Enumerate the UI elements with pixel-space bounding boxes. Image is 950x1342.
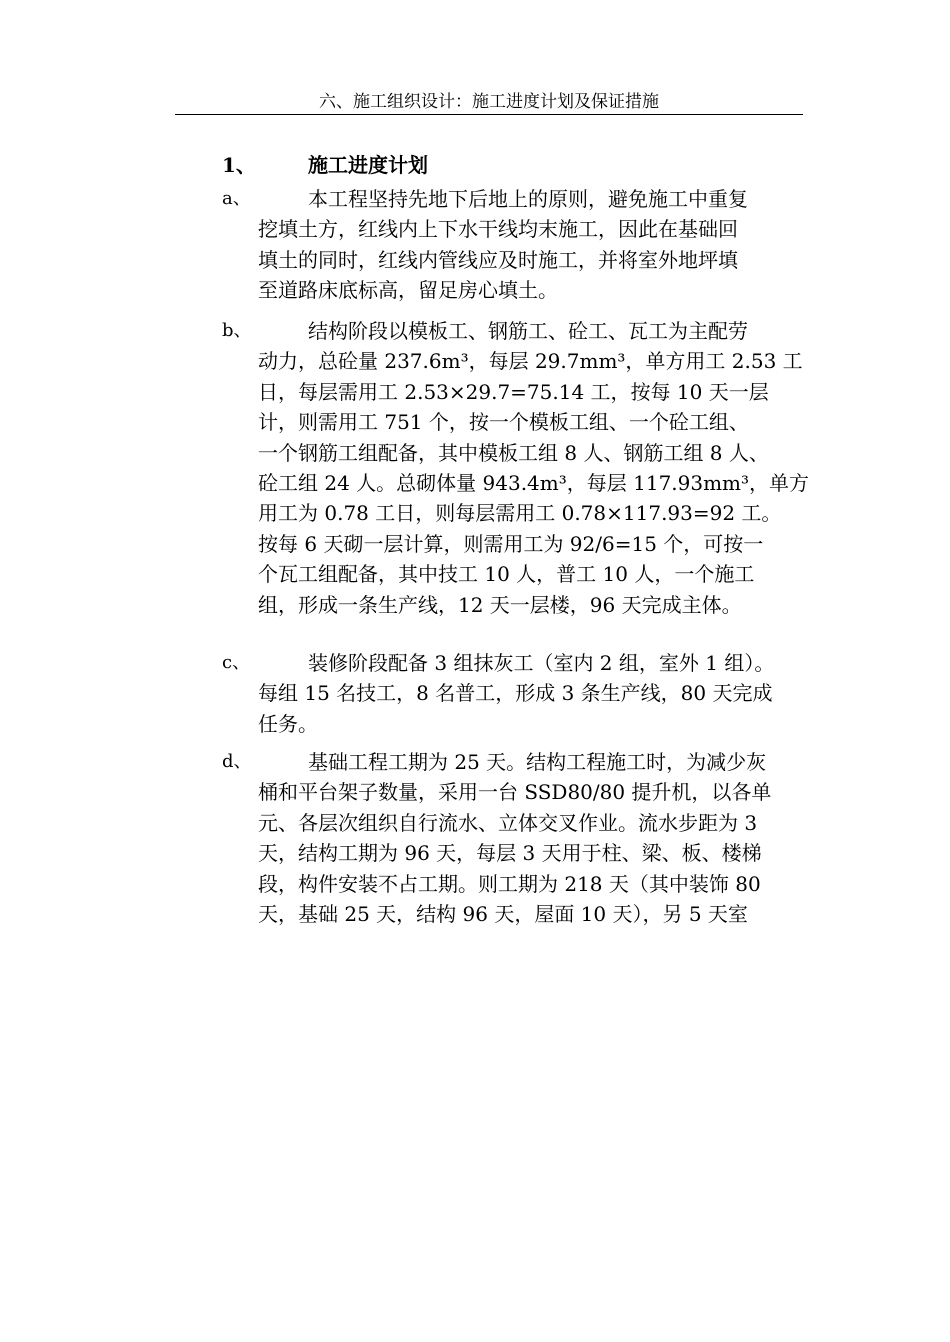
list-item-b [222,316,822,620]
paragraph-line: 挖填土方，红线内上下水干线均末施工，因此在基础回 [258,217,738,242]
paragraph-line: 结构阶段以模板工、钢筋工、砼工、瓦工为主配劳 [308,319,748,343]
paragraph-line: 按每 6 天砌一层计算，则需用工为 92/6=15 个，可按一 [258,531,764,556]
paragraph-line: 一个钢筋工组配备，其中模板工组 8 人、钢筋工组 8 人、 [258,440,769,465]
header-rule [175,114,803,115]
paragraph-line: 砼工组 24 人。总砌体量 943.4m³，每层 117.93mm³，单方 [258,471,810,496]
list-marker: a、 [222,188,251,209]
paragraph-line: 至道路床底标高，留足房心填土。 [258,278,558,303]
section-title-text: 施工进度计划 [308,153,428,177]
section-number: 1、 [222,153,256,177]
paragraph-line: 装修阶段配备 3 组抹灰工（室内 2 组，室外 1 组）。 [308,651,775,675]
paragraph-line: 任务。 [258,711,318,736]
paragraph-line: 组，形成一条生产线，12 天一层楼，96 天完成主体。 [258,592,742,617]
section-title [222,150,428,180]
paragraph-line: 日，每层需用工 2.53×29.7=75.14 工，按每 10 天一层 [258,379,769,404]
paragraph-line: 动力，总砼量 237.6m³，每层 29.7mm³，单方用工 2.53 工 [258,349,803,374]
paragraph-line: 天，基础 25 天，结构 96 天，屋面 10 天），另 5 天室 [258,902,748,927]
list-item-a [222,184,822,306]
paragraph-line: 用工为 0.78 工日，则每层需用工 0.78×117.93=92 工。 [258,501,782,526]
paragraph-line: 基础工程工期为 25 天。结构工程施工时，为减少灰 [308,750,767,774]
list-item-c [222,648,822,739]
list-marker: c、 [222,652,251,673]
list-item-d [222,747,822,929]
paragraph-line: 个瓦工组配备，其中技工 10 人，普工 10 人，一个施工 [258,562,755,587]
paragraph-line: 计，则需用工 751 个，按一个模板工组、一个砼工组、 [258,410,749,435]
paragraph-line: 桶和平台架子数量，采用一台 SSD80/80 提升机，以各单 [258,780,772,805]
list-marker: d、 [222,751,252,772]
paragraph-line: 每组 15 名技工，8 名普工，形成 3 条生产线，80 天完成 [258,681,773,706]
page-header: 六、施工组织设计：施工进度计划及保证措施 [319,92,659,112]
list-marker: b、 [222,320,252,341]
paragraph-line: 本工程坚持先地下后地上的原则，避免施工中重复 [308,187,748,211]
paragraph-line: 填土的同时，红线内管线应及时施工，并将室外地坪填 [258,247,738,272]
paragraph-line: 段，构件安装不占工期。则工期为 218 天（其中装饰 80 [258,871,761,896]
paragraph-line: 元、各层次组织自行流水、立体交叉作业。流水步距为 3 [258,810,758,835]
paragraph-line: 天，结构工期为 96 天，每层 3 天用于柱、梁、板、楼梯 [258,841,762,866]
